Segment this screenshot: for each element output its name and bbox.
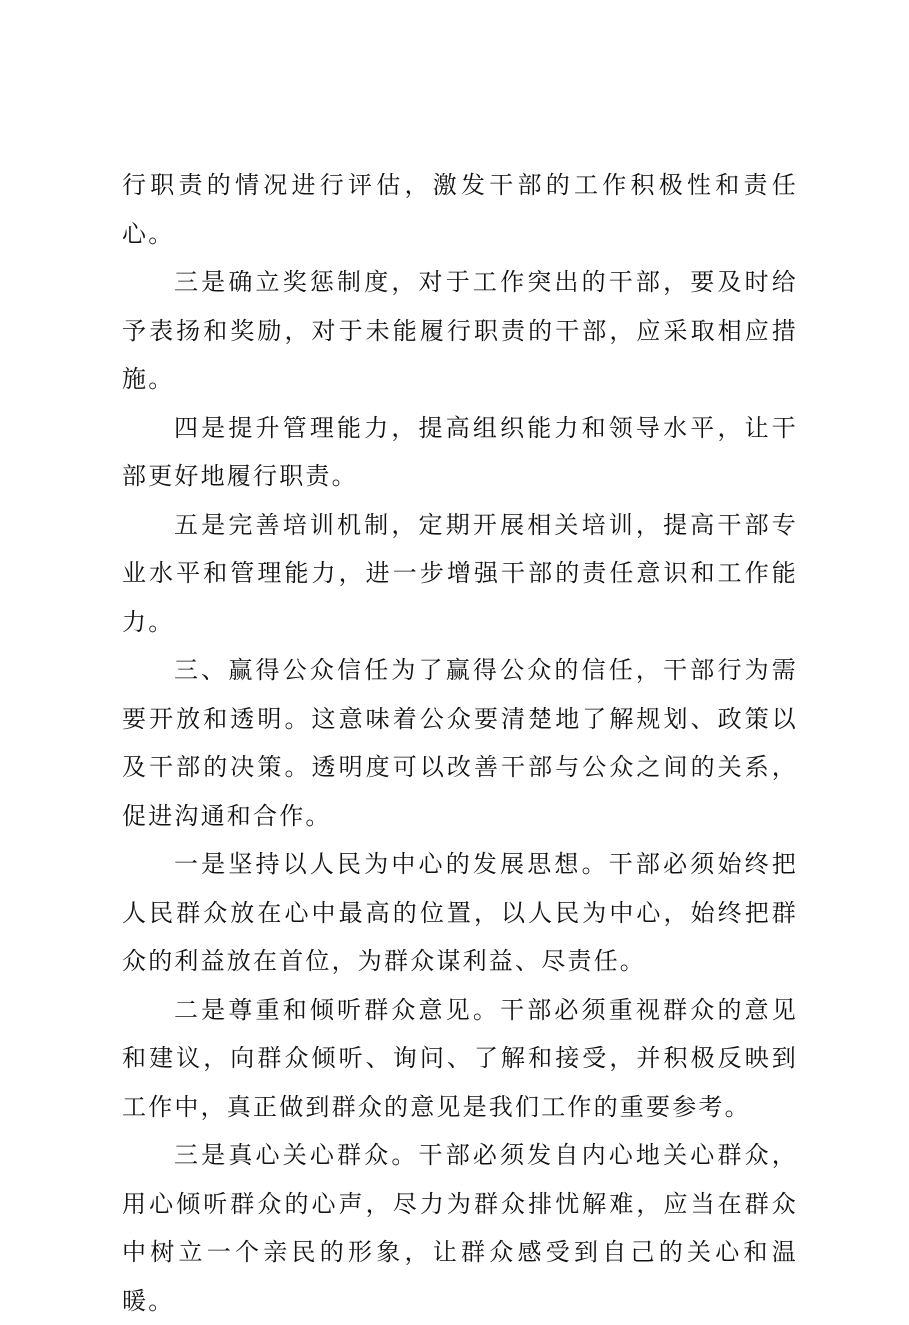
paragraph-8: 三是真心关心群众。干部必须发自内心地关心群众，用心倾听群众的心声，尽力为群众排忧解难，应当在群众中树立一个亲民的形象，让群众感受到自己的关心和温暖。 [122,1141,798,1315]
paragraph-6: 一是坚持以人民为中心的发展思想。干部必须始终把人民群众放在心中最高的位置，以人民为中心，始终把群众的利益放在首位，为群众谋利益、尽责任。 [122,850,798,975]
paragraph-5: 三、赢得公众信任为了赢得公众的信任，干部行为需要开放和透明。这意味着公众要清楚地了解规划、政策以及干部的决策。透明度可以改善干部与公众之间的关系，促进沟通和合作。 [122,656,798,830]
document-body [122,161,798,1325]
paragraph-3: 四是提升管理能力，提高组织能力和领导水平，让干部更好地履行职责。 [122,413,798,490]
paragraph-7: 二是尊重和倾听群众意见。干部必须重视群众的意见和建议，向群众倾听、询问、了解和接受，并积极反映到工作中，真正做到群众的意见是我们工作的重要参考。 [122,995,798,1121]
paragraph-1: 行职责的情况进行评估，激发干部的工作积极性和责任心。 [122,171,798,248]
paragraph-4: 五是完善培训机制，定期开展相关培训，提高干部专业水平和管理能力，进一步增强干部的责任意识和工作能力。 [122,510,798,636]
paragraph-2: 三是确立奖惩制度，对于工作突出的干部，要及时给予表扬和奖励，对于未能履行职责的干部，应采取相应措施。 [122,268,798,393]
